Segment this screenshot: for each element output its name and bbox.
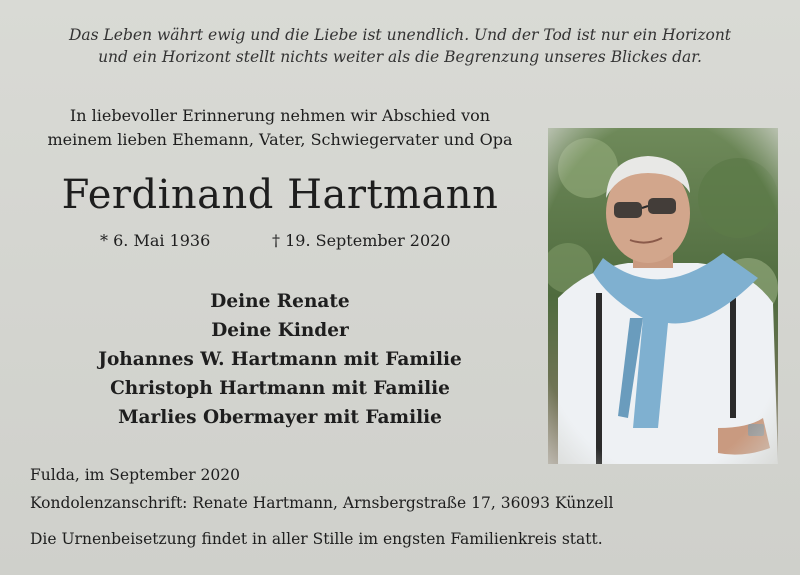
condolence-address: Kondolenzanschrift: Renate Hartmann, Arnsbergstraße 17, 36093 Künzell bbox=[30, 494, 614, 512]
quote-line-1: Das Leben währt ewig und die Liebe ist unendlich. Und der Tod ist nur ein Horizont bbox=[68, 26, 732, 44]
deceased-name: Ferdinand Hartmann bbox=[61, 172, 499, 218]
mourner-item: Marlies Obermayer mit Familie bbox=[118, 407, 442, 428]
mourners-list bbox=[20, 287, 540, 432]
quote-line-2: und ein Horizont stellt nichts weiter als die Begrenzung unseres Blickes dar. bbox=[98, 48, 702, 66]
intro-line-1: In liebevoller Erinnerung nehmen wir Abschied von bbox=[69, 106, 491, 125]
epigraph-quote bbox=[0, 24, 800, 68]
birth-date: * 6. Mai 1936 bbox=[100, 231, 211, 250]
intro-text bbox=[20, 104, 540, 152]
portrait-photo bbox=[548, 128, 778, 464]
intro-line-2: meinem lieben Ehemann, Vater, Schwiegervater und Opa bbox=[47, 130, 513, 149]
burial-notice: Die Urnenbeisetzung findet in aller Stille im engsten Familienkreis statt. bbox=[30, 530, 603, 548]
mourner-item: Christoph Hartmann mit Familie bbox=[110, 378, 450, 399]
death-date: † 19. September 2020 bbox=[272, 231, 451, 250]
mourner-item: Johannes W. Hartmann mit Familie bbox=[98, 349, 462, 370]
portrait-illustration bbox=[548, 128, 778, 464]
place-date: Fulda, im September 2020 bbox=[30, 466, 240, 484]
mourner-item: Deine Renate bbox=[210, 291, 350, 312]
mourner-item: Deine Kinder bbox=[211, 320, 349, 341]
